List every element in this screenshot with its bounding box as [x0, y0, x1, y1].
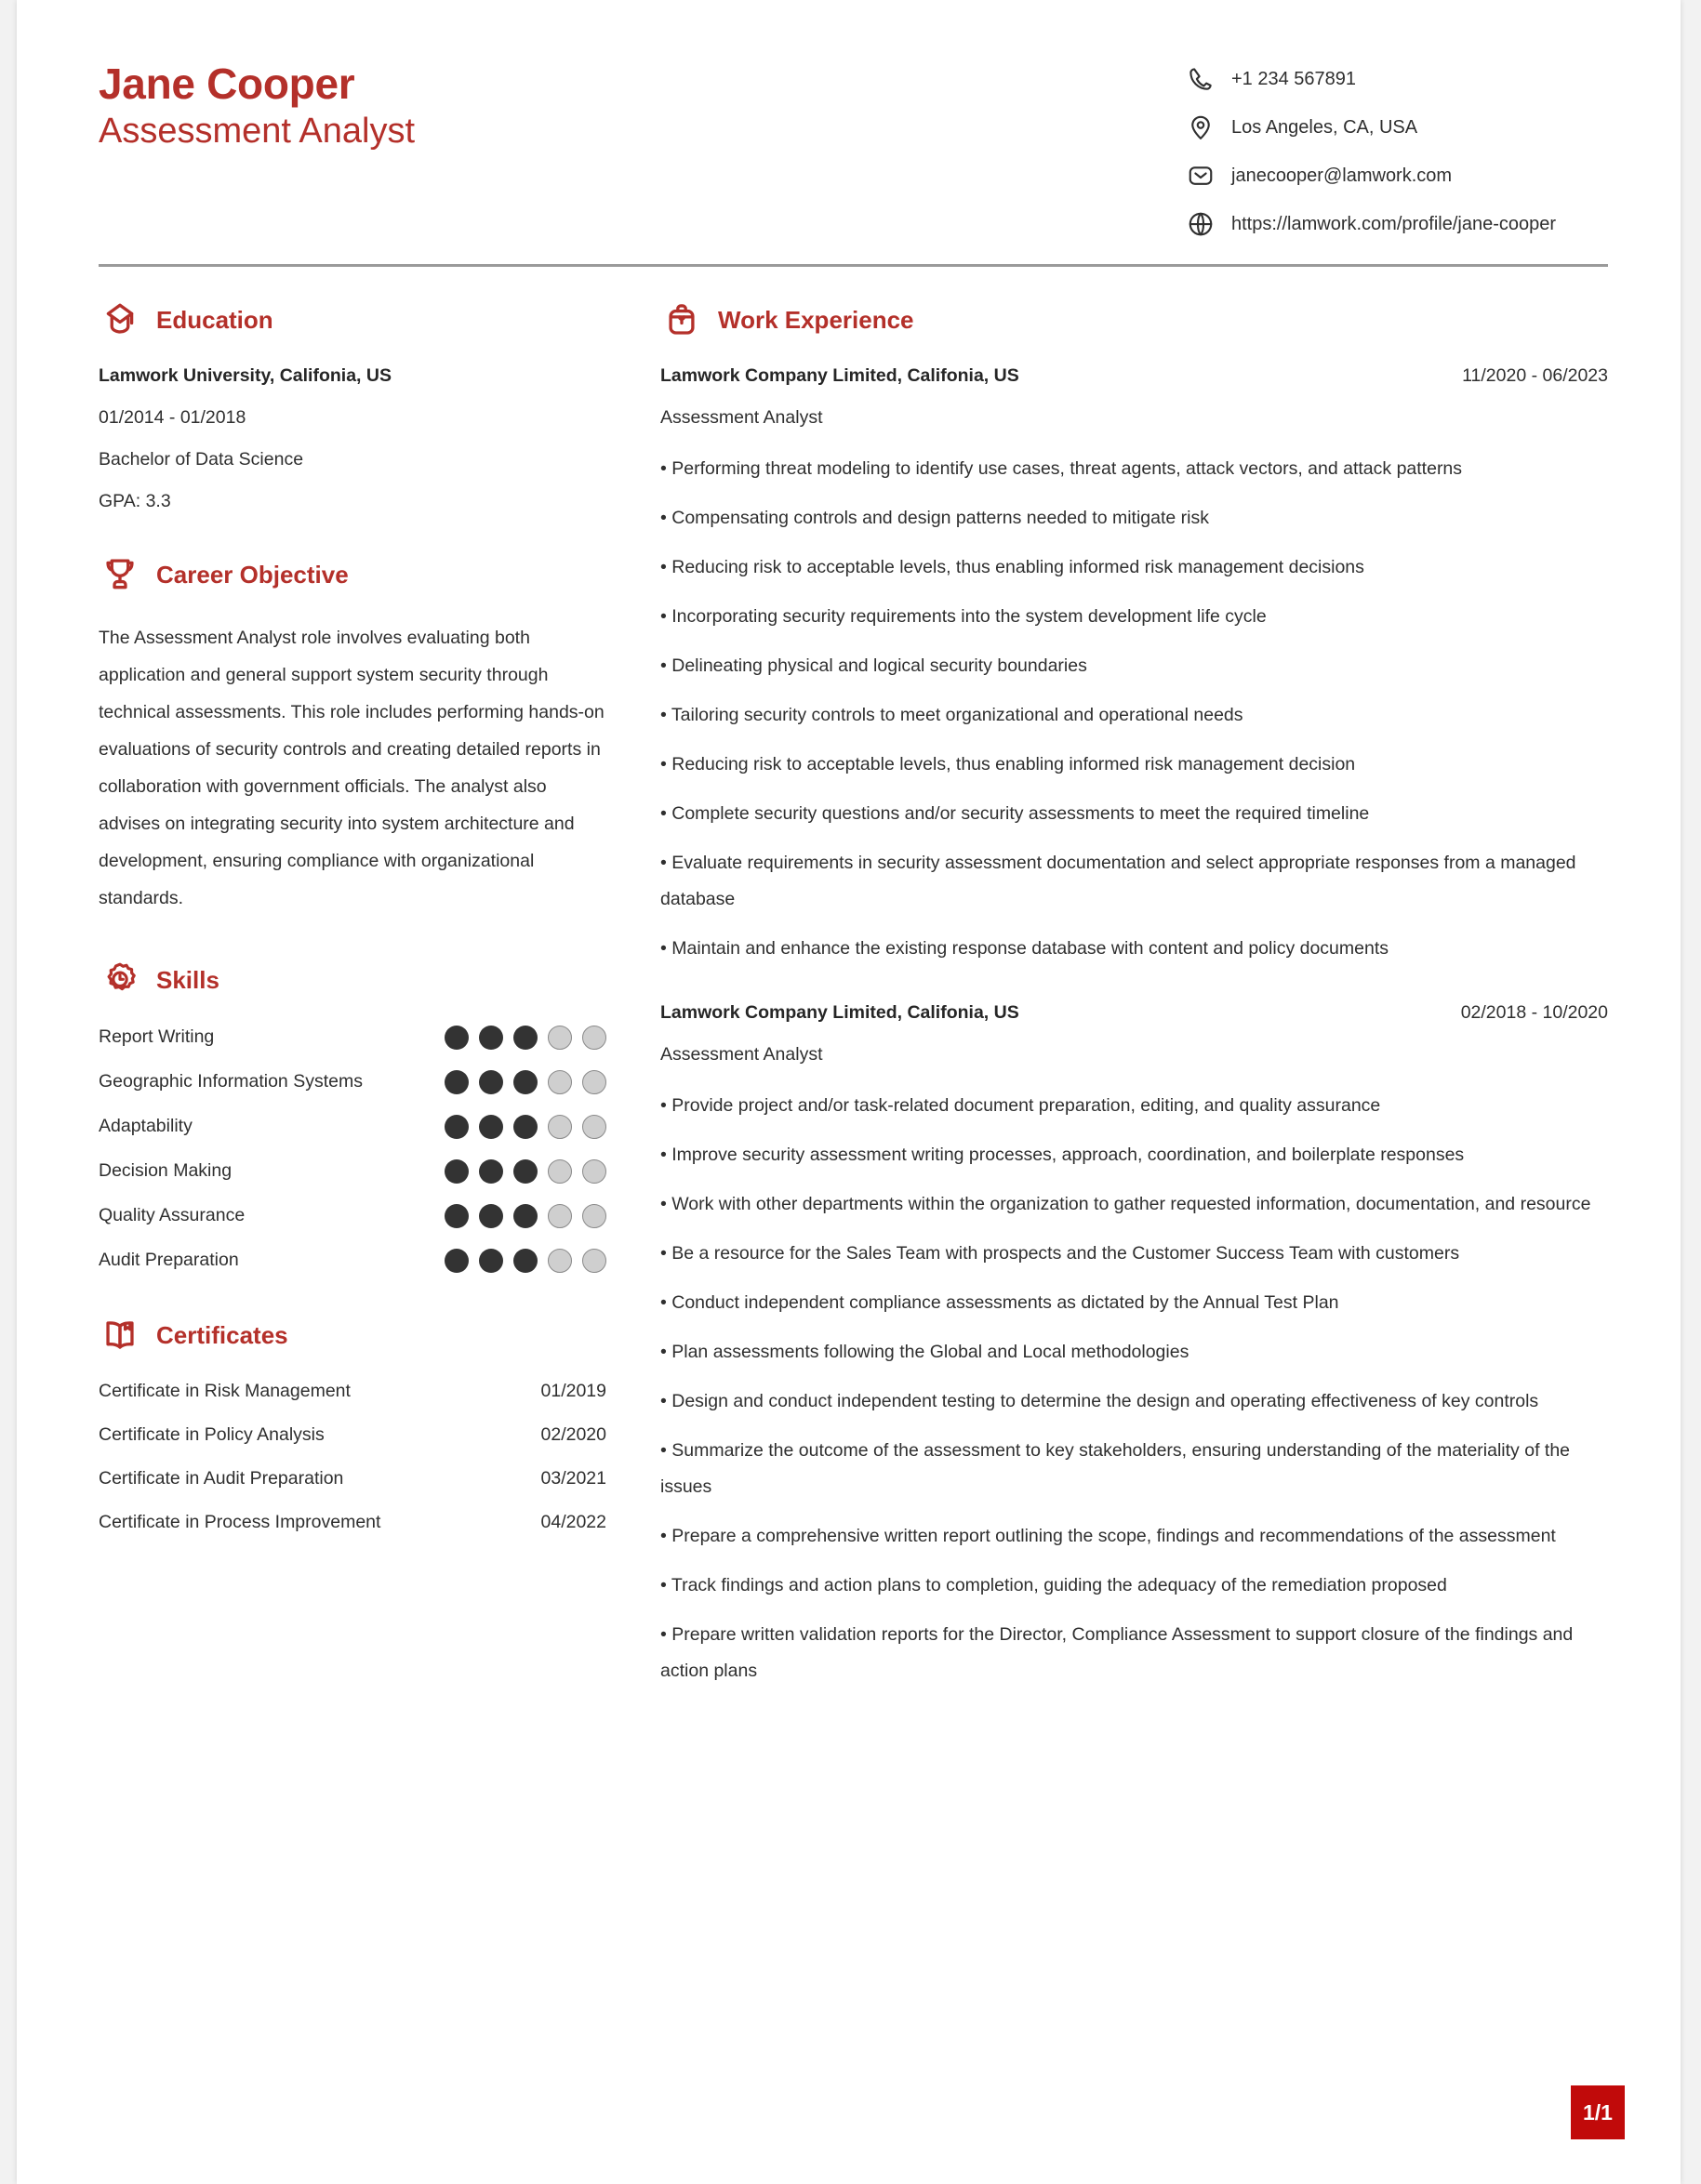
open-book-icon — [99, 1314, 141, 1357]
work-entry-bullet: • Track findings and action plans to completion, guiding the adequacy of the remediation proposed — [660, 1575, 1447, 1595]
work-entry-bullet: • Conduct independent compliance assessments as dictated by the Annual Test Plan — [660, 1292, 1339, 1313]
skills-heading — [99, 959, 606, 1001]
skill-dot-filled — [479, 1070, 503, 1094]
skill-rating-dots — [445, 1115, 606, 1139]
skill-dot-empty — [548, 1159, 572, 1184]
work-entry-bullet: • Tailoring security controls to meet organizational and operational needs — [660, 705, 1243, 725]
trophy-icon — [99, 553, 141, 596]
skill-dot-filled — [445, 1070, 469, 1094]
contact-phone-text: +1 234 567891 — [1231, 69, 1357, 89]
email-icon — [1185, 160, 1216, 192]
skill-dot-empty — [582, 1204, 606, 1228]
career-objective-title: Career Objective — [156, 561, 349, 589]
skill-row — [99, 1249, 606, 1273]
skill-dot-empty — [548, 1249, 572, 1273]
contact-email-text: janecooper@lamwork.com — [1231, 165, 1453, 186]
work-entry-bullet: • Improve security assessment writing processes, approach, coordination, and boilerplate responses — [660, 1145, 1465, 1165]
certificate-date: 04/2022 — [540, 1511, 606, 1532]
work-entry-spacer — [660, 976, 1608, 1002]
skill-dot-empty — [582, 1115, 606, 1139]
work-entry-bullet: • Incorporating security requirements into the system development life cycle — [660, 606, 1267, 627]
section-work-experience — [660, 298, 1608, 1689]
work-entry-bullet: • Prepare a comprehensive written report outlining the scope, findings and recommendations of the assessment — [660, 1526, 1556, 1546]
work-entry-header — [660, 1002, 1608, 1024]
work-experience-heading — [660, 298, 1608, 341]
certificates-list — [99, 1381, 606, 1533]
career-objective-heading — [99, 553, 606, 596]
skill-dot-filled — [479, 1115, 503, 1139]
work-entry-bullet: • Evaluate requirements in security assessment documentation and select appropriate responses from a managed database — [660, 853, 1576, 909]
work-experience-title: Work Experience — [718, 306, 914, 334]
work-experience-entry — [660, 1002, 1608, 1689]
skill-dot-filled — [513, 1159, 538, 1184]
work-entry-bullet: • Summarize the outcome of the assessment to key stakeholders, ensuring understanding of the materiality of the issues — [660, 1440, 1571, 1497]
work-experience-entry — [660, 365, 1608, 967]
skills-list — [99, 1026, 606, 1273]
skill-dot-filled — [479, 1026, 503, 1050]
header-job-title: Assessment Analyst — [99, 111, 416, 151]
work-entry-bullet: • Be a resource for the Sales Team with prospects and the Customer Success Team with customers — [660, 1243, 1460, 1264]
section-certificates — [99, 1314, 606, 1533]
education-heading — [99, 298, 606, 341]
right-column — [647, 298, 1608, 1699]
skill-dot-filled — [479, 1249, 503, 1273]
skill-dot-filled — [445, 1249, 469, 1273]
contact-website-text: https://lamwork.com/profile/jane-cooper — [1231, 214, 1557, 234]
page-indicator-badge: 1/1 — [1571, 2085, 1625, 2139]
skill-dot-filled — [445, 1115, 469, 1139]
work-entry-dates: 02/2018 - 10/2020 — [1460, 1002, 1608, 1023]
education-gpa: GPA: 3.3 — [99, 491, 171, 511]
skill-dot-filled — [513, 1115, 538, 1139]
certificates-title: Certificates — [156, 1320, 288, 1349]
certificate-name: Certificate in Audit Preparation — [99, 1467, 344, 1489]
header-divider — [99, 264, 1608, 267]
resume-body — [73, 298, 1625, 1699]
skill-name: Report Writing — [99, 1026, 215, 1047]
work-entry-company: Lamwork Company Limited, Califonia, US — [660, 1002, 1019, 1023]
skill-dot-empty — [548, 1070, 572, 1094]
section-education — [99, 298, 606, 512]
skill-dot-filled — [445, 1204, 469, 1228]
skill-dot-empty — [582, 1026, 606, 1050]
page-title: Jane Cooper — [99, 60, 355, 108]
skill-row — [99, 1026, 606, 1050]
contact-email[interactable] — [1185, 160, 1608, 192]
gear-clock-icon — [99, 959, 141, 1001]
skill-rating-dots — [445, 1204, 606, 1228]
skill-dot-filled — [445, 1026, 469, 1050]
certificate-name: Certificate in Process Improvement — [99, 1511, 381, 1532]
work-entry-header — [660, 365, 1608, 387]
skill-dot-filled — [513, 1026, 538, 1050]
briefcase-icon — [660, 298, 703, 341]
graduation-cap-icon — [99, 298, 141, 341]
skill-rating-dots — [445, 1159, 606, 1184]
identity-block — [99, 58, 415, 153]
skill-dot-empty — [548, 1204, 572, 1228]
work-entry-role: Assessment Analyst — [660, 1044, 823, 1065]
resume-page — [17, 0, 1681, 2184]
skill-dot-filled — [479, 1204, 503, 1228]
skill-rating-dots — [445, 1026, 606, 1050]
certificate-row — [99, 1381, 606, 1402]
education-degree: Bachelor of Data Science — [99, 449, 304, 470]
skill-dot-filled — [445, 1159, 469, 1184]
skill-dot-filled — [513, 1249, 538, 1273]
work-entry-bullet: • Plan assessments following the Global and Local methodologies — [660, 1342, 1189, 1362]
skill-dot-filled — [479, 1159, 503, 1184]
skills-title: Skills — [156, 965, 219, 994]
certificate-row — [99, 1424, 606, 1446]
skill-dot-filled — [513, 1204, 538, 1228]
work-entry-bullet: • Work with other departments within the organization to gather requested information, documentation, and resource — [660, 1194, 1591, 1214]
work-entry-bullet: • Provide project and/or task-related document preparation, editing, and quality assurance — [660, 1095, 1381, 1116]
skill-row — [99, 1070, 606, 1094]
skill-dot-empty — [582, 1159, 606, 1184]
skill-rating-dots — [445, 1249, 606, 1273]
left-column — [99, 298, 647, 1699]
certificate-date: 02/2020 — [540, 1423, 606, 1445]
resume-header — [73, 43, 1625, 240]
skill-row — [99, 1159, 606, 1184]
work-entry-bullet: • Complete security questions and/or security assessments to meet the required timeline — [660, 803, 1370, 824]
skill-row — [99, 1115, 606, 1139]
skill-dot-empty — [548, 1026, 572, 1050]
contact-location[interactable] — [1185, 112, 1608, 143]
certificate-row — [99, 1512, 606, 1533]
work-experience-list — [660, 365, 1608, 1689]
certificate-date: 03/2021 — [540, 1467, 606, 1489]
work-entry-bullet: • Prepare written validation reports for the Director, Compliance Assessment to support closure of the findings and action plans — [660, 1624, 1574, 1681]
location-icon — [1185, 112, 1216, 143]
work-entry-bullet: • Maintain and enhance the existing response database with content and policy documents — [660, 938, 1389, 959]
contact-list — [1185, 58, 1608, 240]
section-career-objective — [99, 553, 606, 918]
work-entry-bullet: • Design and conduct independent testing to determine the design and operating effectiveness of key controls — [660, 1391, 1539, 1411]
work-entry-role: Assessment Analyst — [660, 407, 823, 428]
contact-website[interactable] — [1185, 208, 1608, 240]
skill-dot-empty — [582, 1070, 606, 1094]
certificate-row — [99, 1468, 606, 1489]
education-organization: Lamwork University, Califonia, US — [99, 365, 392, 386]
education-dates: 01/2014 - 01/2018 — [99, 407, 246, 428]
skill-dot-empty — [548, 1115, 572, 1139]
section-skills — [99, 959, 606, 1273]
contact-location-text: Los Angeles, CA, USA — [1231, 117, 1418, 138]
skill-name: Geographic Information Systems — [99, 1071, 363, 1092]
skill-dot-filled — [513, 1070, 538, 1094]
contact-phone[interactable] — [1185, 63, 1608, 95]
skill-name: Adaptability — [99, 1116, 193, 1136]
work-entry-bullet: • Reducing risk to acceptable levels, thus enabling informed risk management decision — [660, 754, 1356, 774]
skill-name: Quality Assurance — [99, 1205, 246, 1225]
skill-rating-dots — [445, 1070, 606, 1094]
skill-dot-empty — [582, 1249, 606, 1273]
certificate-name: Certificate in Policy Analysis — [99, 1423, 325, 1445]
certificate-date: 01/2019 — [540, 1380, 606, 1401]
education-title: Education — [156, 306, 273, 334]
work-entry-dates: 11/2020 - 06/2023 — [1462, 365, 1608, 386]
certificates-heading — [99, 1314, 606, 1357]
work-entry-bullet: • Reducing risk to acceptable levels, thus enabling informed risk management decisions — [660, 557, 1364, 577]
work-entry-company: Lamwork Company Limited, Califonia, US — [660, 365, 1019, 386]
skill-name: Audit Preparation — [99, 1250, 239, 1270]
skill-row — [99, 1204, 606, 1228]
work-entry-bullet: • Delineating physical and logical security boundaries — [660, 655, 1087, 676]
certificate-name: Certificate in Risk Management — [99, 1380, 351, 1401]
work-entry-bullet: • Compensating controls and design patterns needed to mitigate risk — [660, 508, 1209, 528]
work-entry-bullet: • Performing threat modeling to identify use cases, threat agents, attack vectors, and attack patterns — [660, 458, 1463, 479]
career-objective-text: The Assessment Analyst role involves evaluating both application and general support system security through technical assessments. This role includes performing hands-on evaluations of security controls and creating detailed reports in collaboration with government officials. The analyst also advises on integrating security into system architecture and development, ensuring compliance with organizational standards. — [99, 628, 605, 908]
skill-name: Decision Making — [99, 1160, 233, 1181]
phone-icon — [1185, 63, 1216, 95]
globe-icon — [1185, 208, 1216, 240]
